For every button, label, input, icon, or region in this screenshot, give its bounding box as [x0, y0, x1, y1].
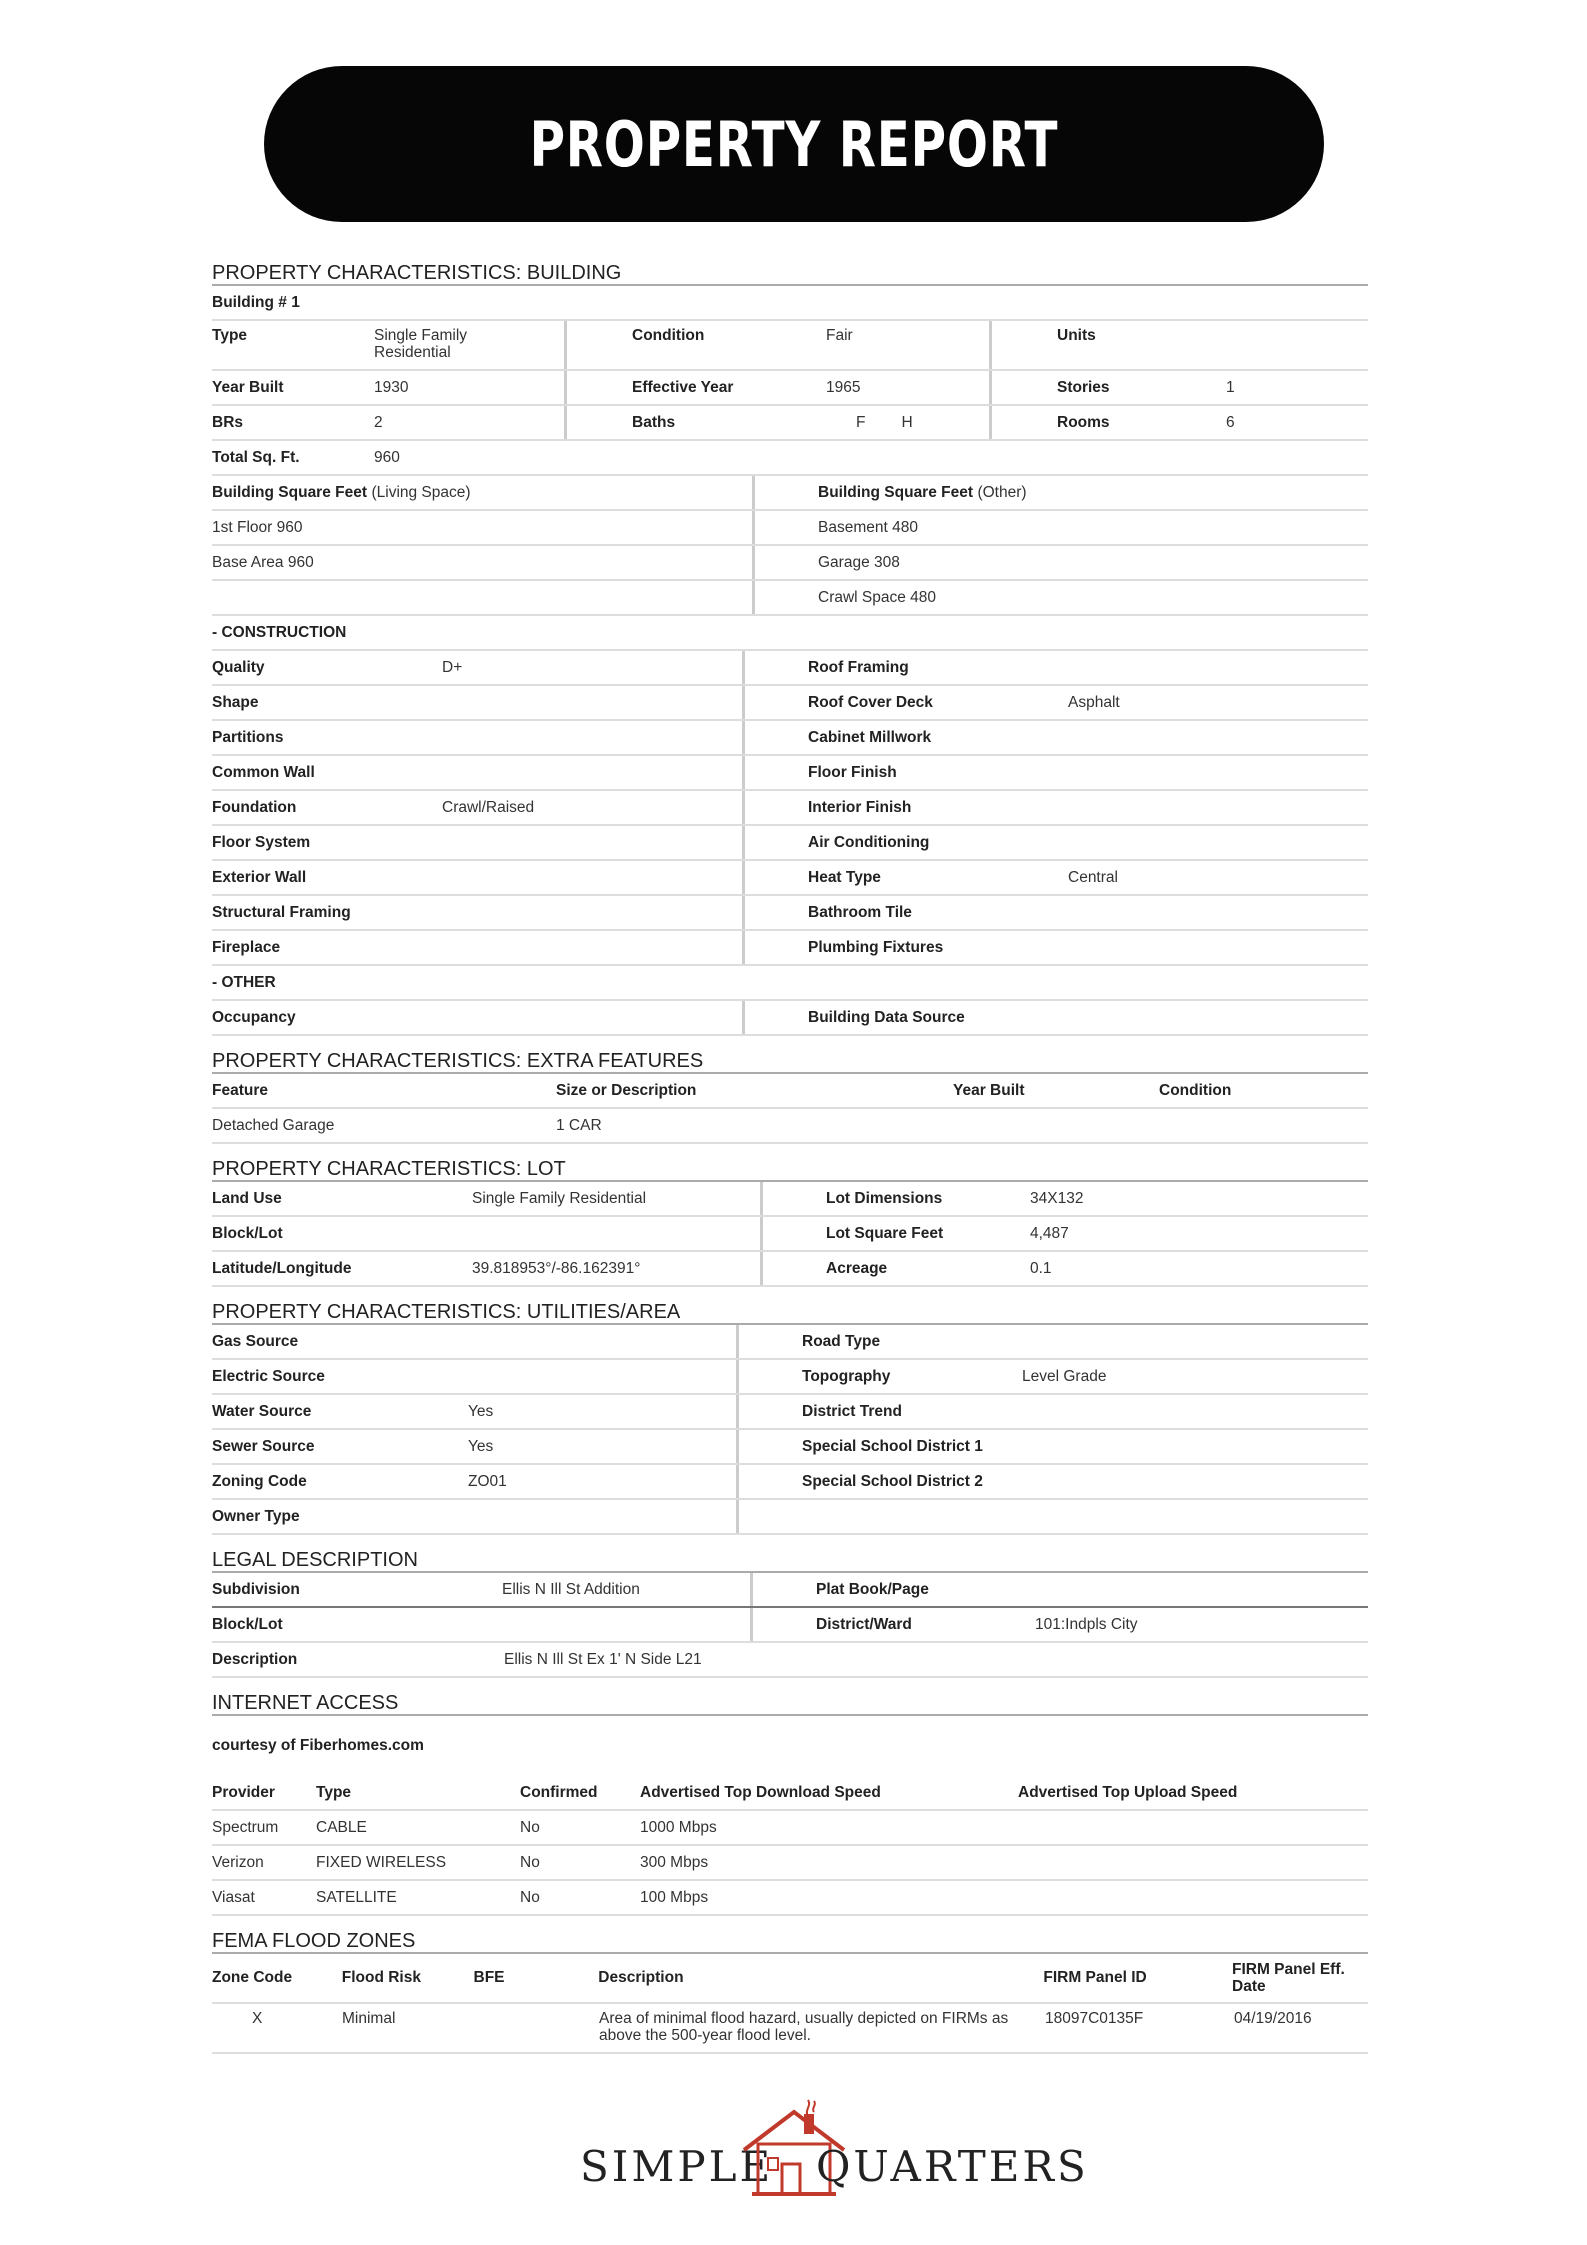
extra-header-row: Feature Size or Description Year Built Condition — [212, 1074, 1368, 1109]
property-report — [212, 258, 1368, 2054]
construction-row: Fireplace Plumbing Fixtures — [212, 931, 1368, 966]
extra-section-title: PROPERTY CHARACTERISTICS: EXTRA FEATURES — [212, 1046, 1368, 1074]
sqft-row: Crawl Space 480 — [212, 581, 1368, 616]
sqft-row: 1st Floor 960 Basement 480 — [212, 511, 1368, 546]
internet-header-row: Provider Type Confirmed Advertised Top Download Speed Advertised Top Upload Speed — [212, 1776, 1368, 1811]
sqft-row: Base Area 960 Garage 308 — [212, 546, 1368, 581]
building-row: Type Single Family Residential Condition Fair Units — [212, 321, 1368, 371]
building-row: Year Built 1930 Effective Year 1965 Stories 1 — [212, 371, 1368, 406]
logo-word-left: SIMPLE — [580, 2142, 774, 2191]
internet-provider-row: Viasat SATELLITE No 100 Mbps — [212, 1881, 1368, 1916]
utilities-row: Sewer Source Yes Special School District 1 — [212, 1430, 1368, 1465]
lot-section-title: PROPERTY CHARACTERISTICS: LOT — [212, 1154, 1368, 1182]
construction-row: Quality D+ Roof Framing — [212, 651, 1368, 686]
legal-section-title: LEGAL DESCRIPTION — [212, 1545, 1368, 1573]
flood-row: X Minimal Area of minimal flood hazard, usually depicted on FIRMs as above the 500-year flood level. 18097C0135F 04/19/2016 — [212, 2004, 1368, 2054]
building-number: Building # 1 — [212, 293, 300, 311]
legal-row: Block/Lot District/Ward 101:Indpls City — [212, 1608, 1368, 1643]
building-number-row — [212, 286, 1368, 321]
utilities-section-title: PROPERTY CHARACTERISTICS: UTILITIES/AREA — [212, 1297, 1368, 1325]
construction-row: Shape Roof Cover Deck Asphalt — [212, 686, 1368, 721]
construction-row: Common Wall Floor Finish — [212, 756, 1368, 791]
construction-row: Partitions Cabinet Millwork — [212, 721, 1368, 756]
utilities-row: Gas Source Road Type — [212, 1325, 1368, 1360]
occupancy-row: Occupancy Building Data Source — [212, 1001, 1368, 1036]
total-sqft-row: Total Sq. Ft. 960 — [212, 441, 1368, 476]
internet-provider-row: Verizon FIXED WIRELESS No 300 Mbps — [212, 1846, 1368, 1881]
courtesy-row: courtesy of Fiberhomes.com — [212, 1737, 424, 1754]
lot-row: Latitude/Longitude 39.818953°/-86.162391° Acreage 0.1 — [212, 1252, 1368, 1287]
flood-section-title: FEMA FLOOD ZONES — [212, 1926, 1368, 1954]
sqft-header-row: Building Square Feet (Living Space) Building Square Feet (Other) — [212, 476, 1368, 511]
utilities-row: Water Source Yes District Trend — [212, 1395, 1368, 1430]
building-section-title: PROPERTY CHARACTERISTICS: BUILDING — [212, 258, 1368, 286]
logo-word-right: QUARTERS — [816, 2142, 1089, 2191]
utilities-row: Zoning Code ZO01 Special School District 2 — [212, 1465, 1368, 1500]
extra-row: Detached Garage 1 CAR — [212, 1109, 1368, 1144]
flood-header-row: Zone Code Flood Risk BFE Description FIRM Panel ID FIRM Panel Eff. Date — [212, 1954, 1368, 2004]
construction-row: Exterior Wall Heat Type Central — [212, 861, 1368, 896]
construction-header: - CONSTRUCTION — [212, 616, 1368, 651]
simple-quarters-logo — [570, 2092, 1089, 2212]
title-banner — [264, 66, 1324, 222]
construction-row: Floor System Air Conditioning — [212, 826, 1368, 861]
lot-row: Block/Lot Lot Square Feet 4,487 — [212, 1217, 1368, 1252]
page-title: PROPERTY REPORT — [529, 107, 1059, 181]
legal-description-row: Description Ellis N Ill St Ex 1' N Side L21 — [212, 1643, 1368, 1678]
utilities-row: Electric Source Topography Level Grade — [212, 1360, 1368, 1395]
internet-section-title: INTERNET ACCESS — [212, 1688, 1368, 1716]
lot-row: Land Use Single Family Residential Lot Dimensions 34X132 — [212, 1182, 1368, 1217]
construction-row: Foundation Crawl/Raised Interior Finish — [212, 791, 1368, 826]
construction-row: Structural Framing Bathroom Tile — [212, 896, 1368, 931]
internet-provider-row: Spectrum CABLE No 1000 Mbps — [212, 1811, 1368, 1846]
legal-row: Subdivision Ellis N Ill St Addition Plat Book/Page — [212, 1573, 1368, 1608]
utilities-row: Owner Type — [212, 1500, 1368, 1535]
other-header: - OTHER — [212, 966, 1368, 1001]
building-row: BRs 2 Baths F H Rooms 6 — [212, 406, 1368, 441]
